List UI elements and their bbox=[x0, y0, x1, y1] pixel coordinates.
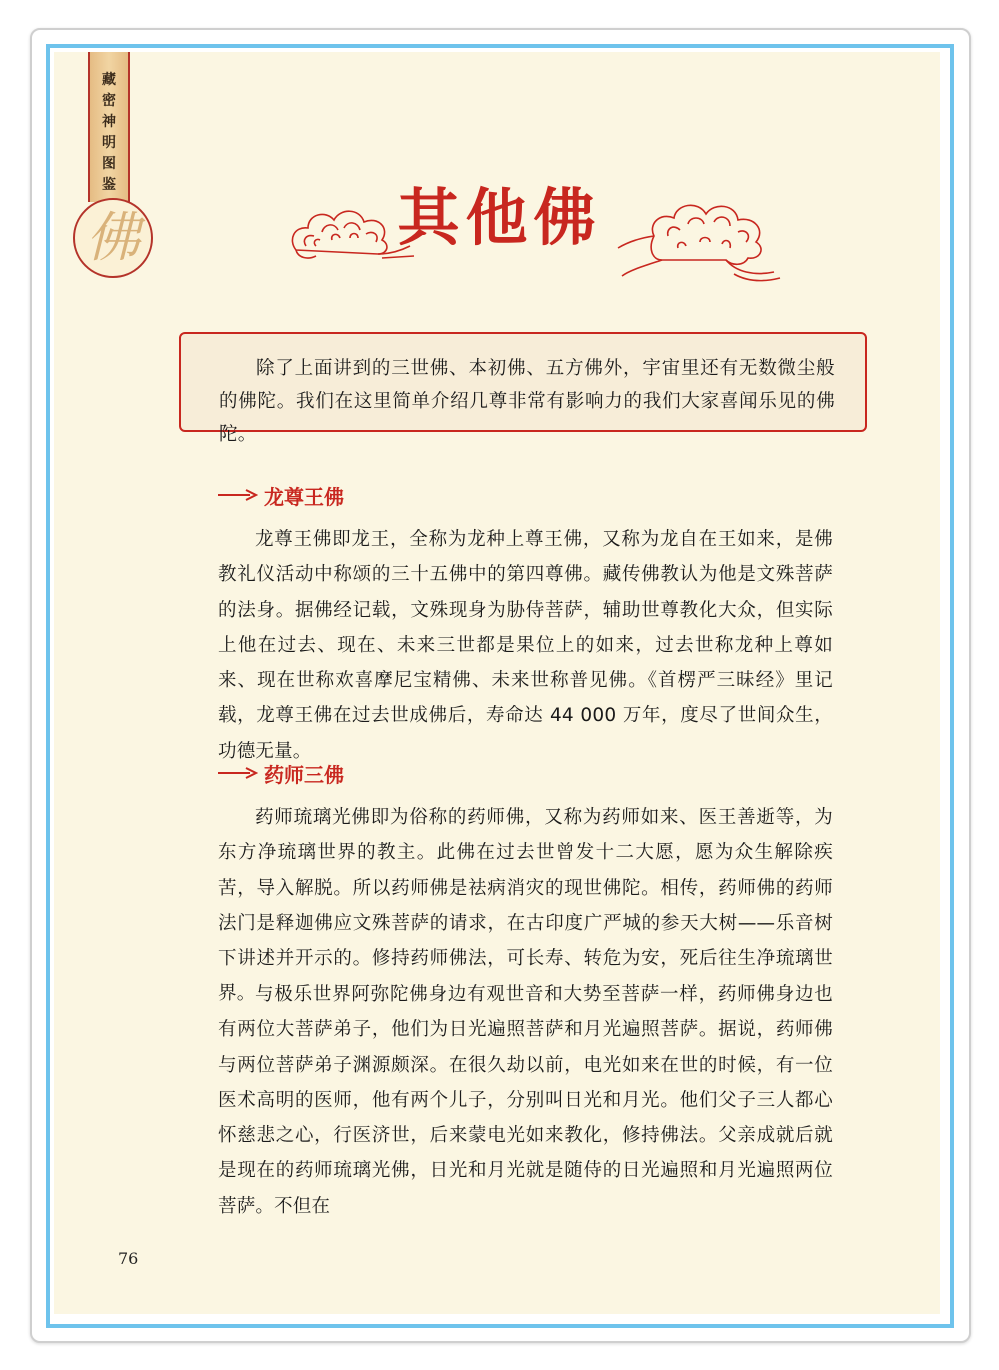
arrow-right-icon bbox=[218, 767, 258, 779]
side-tab-char: 藏 bbox=[102, 72, 116, 88]
page-title: 其他佛 bbox=[397, 181, 602, 254]
section-heading bbox=[218, 758, 344, 788]
intro-box bbox=[179, 332, 867, 445]
arrow-right-icon bbox=[218, 489, 258, 501]
side-tab-char: 图 bbox=[102, 156, 116, 172]
side-tab-char: 明 bbox=[102, 135, 116, 151]
section-heading-text: 药师三佛 bbox=[264, 762, 344, 787]
section-heading bbox=[218, 480, 344, 510]
section-heading-text: 龙尊王佛 bbox=[264, 484, 344, 509]
side-tab-char: 鉴 bbox=[102, 177, 116, 193]
side-tab-char: 密 bbox=[102, 93, 116, 109]
section-paragraph: 与极乐世界阿弥陀佛身边有观世音和大势至菩萨一样，药师佛身边也有两位大菩萨弟子，他们为日光遍照菩萨和月光遍照菩萨。据说，药师佛与两位菩萨弟子渊源颇深。在很久劫以前，电光如来在世的时候，有一位医术高明的医师，他有两个儿子，分别叫日光和月光。他们父子三人都心怀慈悲之心，行医济世，后来蒙电光如来教化，修持佛法。父亲成就后就是现在的药师琉璃光佛，日光和月光就是随侍的日光遍照和月光遍照两位菩萨。不但在 bbox=[218, 984, 833, 1217]
section-paragraph: 药师琉璃光佛即为俗称的药师佛，又称为药师如来、医王善逝等，为东方净琉璃世界的教主。此佛在过去世曾发十二大愿，愿为众生解除疾苦，导入解脱。所以药师佛是祛病消灾的现世佛陀。相传，药师佛的药师法门是释迦佛应文殊菩萨的请求，在古印度广严城的参天大树——乐音树下讲述并开示的。修持药师佛法，可长寿、转危为安，死后往生净琉璃世界。 bbox=[218, 807, 833, 1005]
emblem-char: 佛 bbox=[86, 206, 140, 269]
section-paragraph: 龙尊王佛即龙王，全称为龙种上尊王佛，又称为龙自在王如来，是佛教礼仪活动中称颂的三十五佛中的第四尊佛。藏传佛教认为他是文殊菩萨的法身。据佛经记载，文殊现身为胁侍菩萨，辅助世尊教化大众，但实际上他在过去、现在、未来三世都是果位上的如来，过去世称龙种上尊如来、现在世称欢喜摩尼宝精佛、未来世称普见佛。《首楞严三昧经》里记载，龙尊王佛在过去世成佛后，寿命达 44 000 万年，度尽了世间众生，功德无量。 bbox=[218, 529, 833, 762]
side-tab-char: 神 bbox=[102, 114, 116, 130]
intro-text: 除了上面讲到的三世佛、本初佛、五方佛外，宇宙里还有无数微尘般的佛陀。我们在这里简单介绍几尊非常有影响力的我们大家喜闻乐见的佛陀。 bbox=[219, 358, 835, 445]
page-number: 76 bbox=[118, 1249, 139, 1268]
